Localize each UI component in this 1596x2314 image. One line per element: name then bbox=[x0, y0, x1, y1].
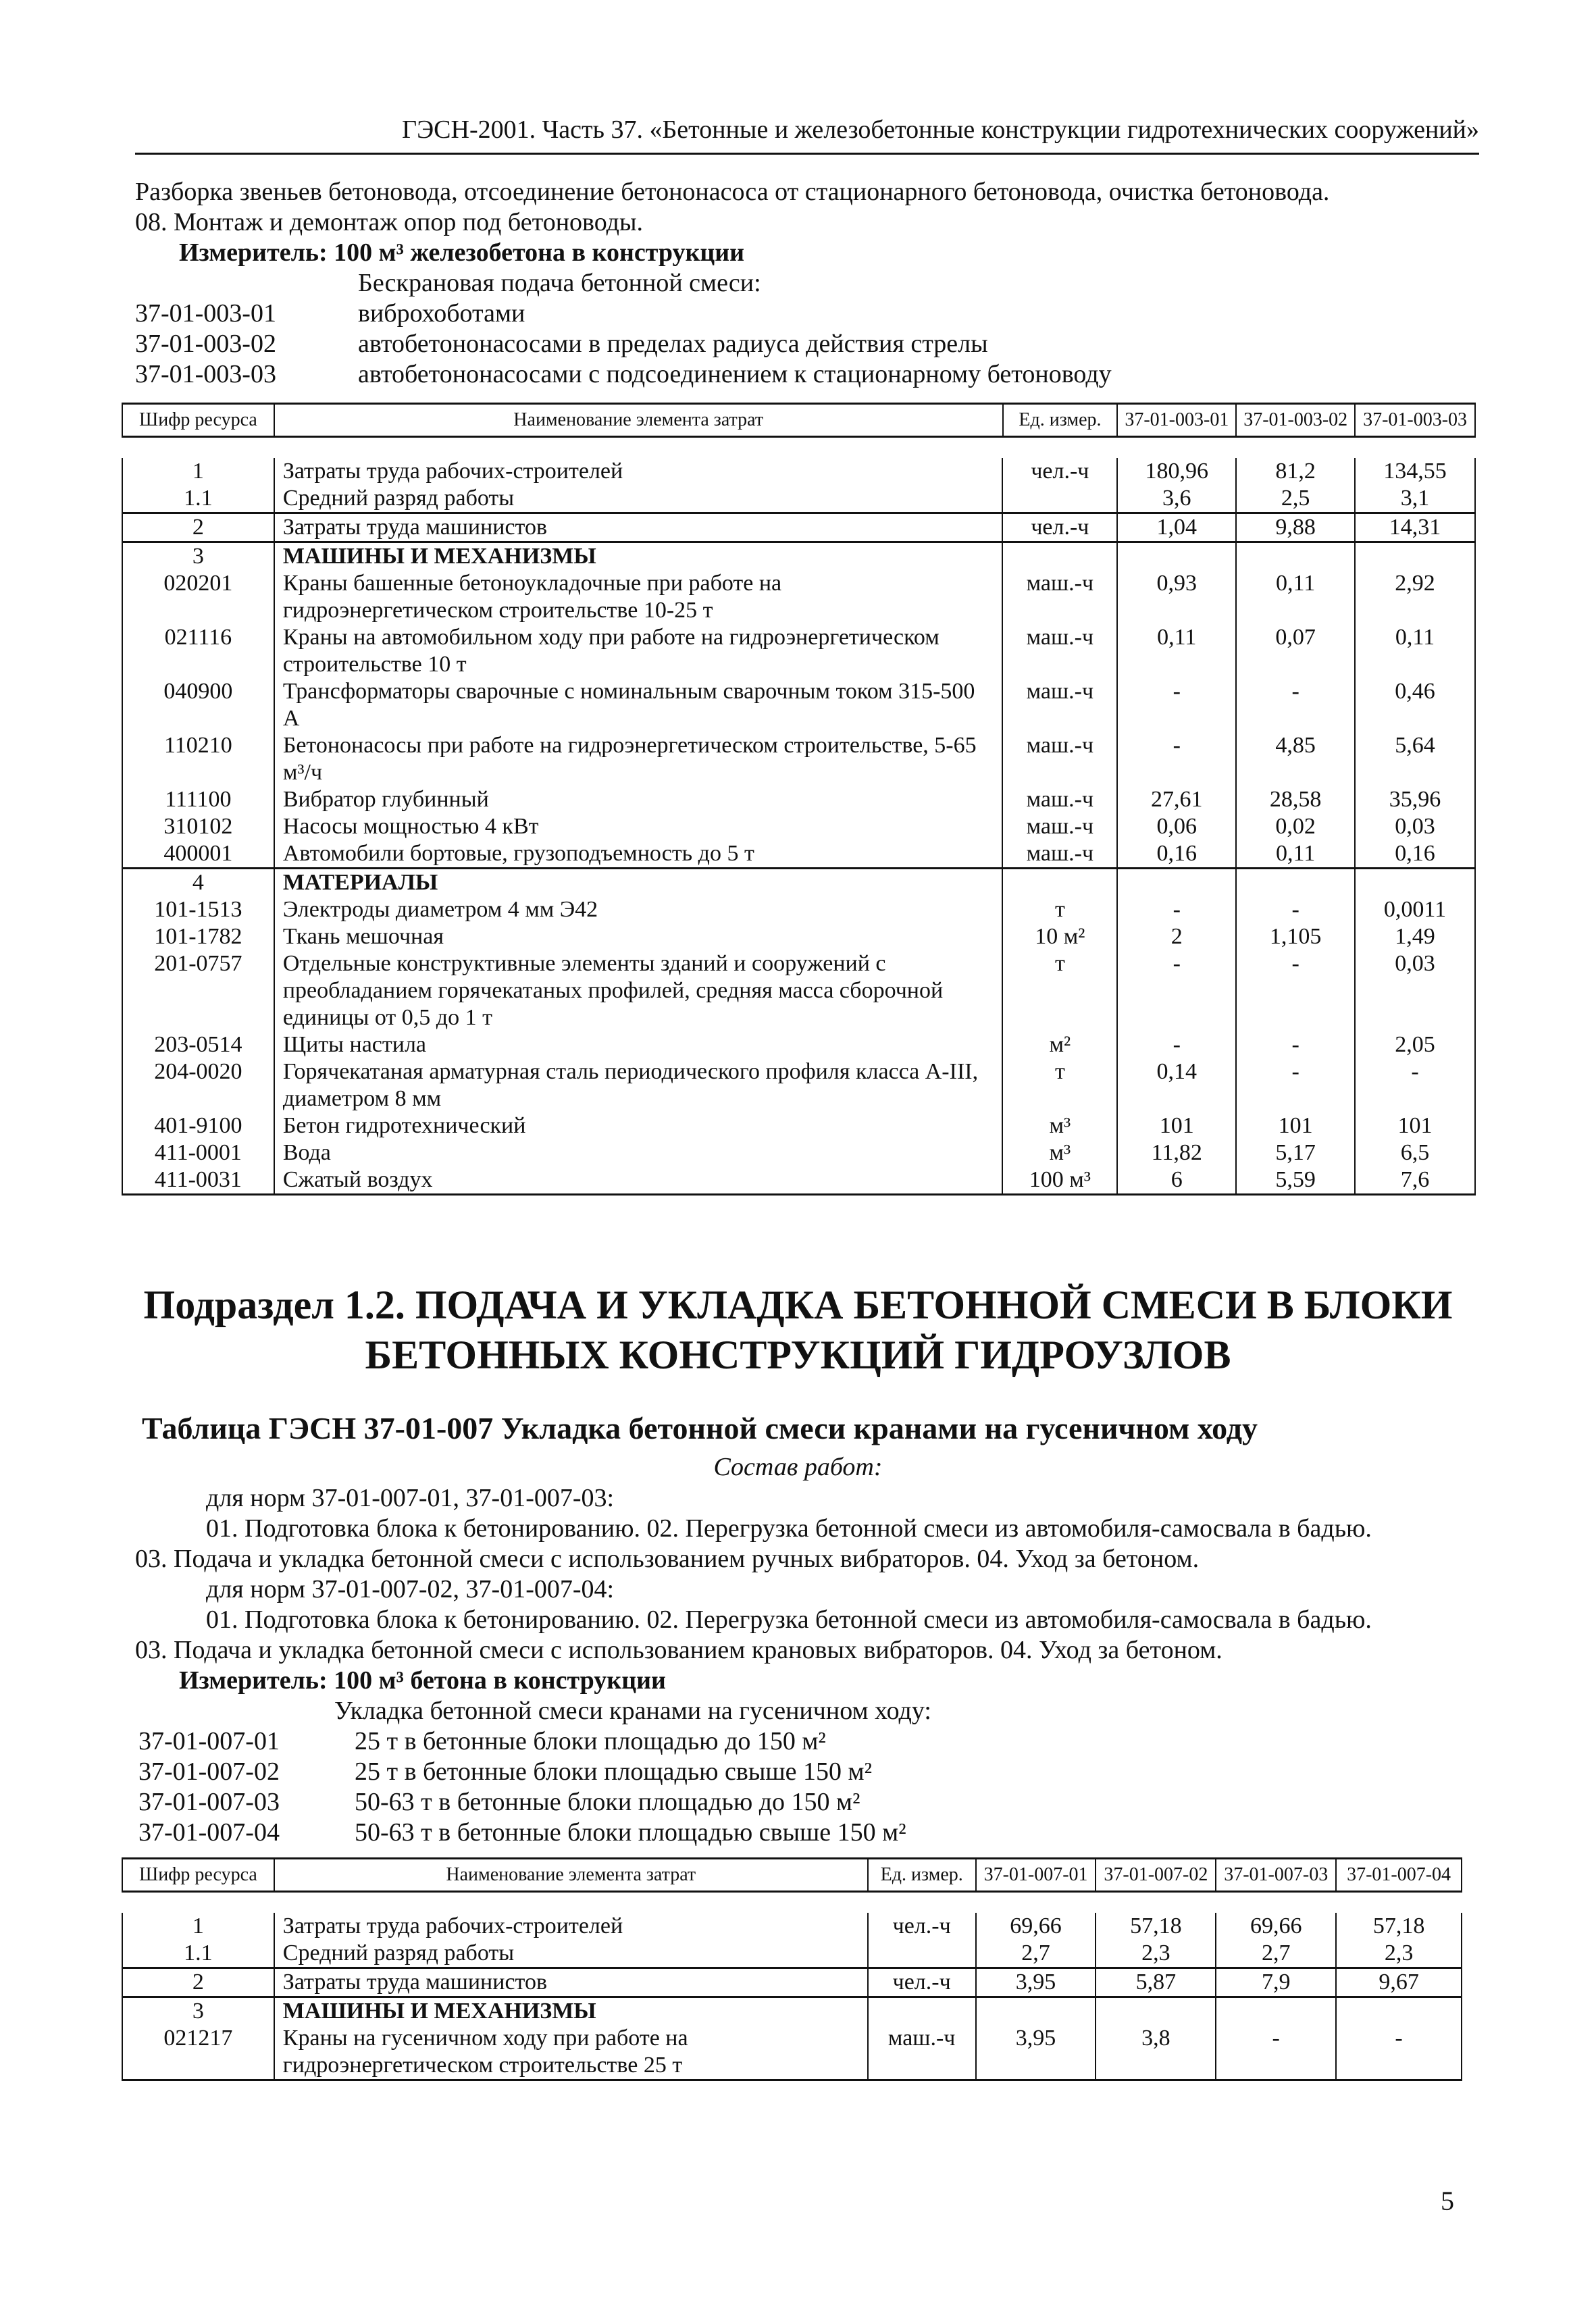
norm-value: 9,88 bbox=[1236, 513, 1355, 542]
norm-value: - bbox=[1236, 1031, 1355, 1058]
section-title-line-1: Подраздел 1.2. ПОДАЧА И УКЛАДКА БЕТОННОЙ СМЕСИ В БЛОКИ bbox=[143, 1283, 1453, 1327]
norm-value: 0,02 bbox=[1236, 813, 1355, 840]
norm-value: - bbox=[1117, 732, 1236, 786]
resource-code: 1 bbox=[122, 1913, 274, 1940]
norm-value: 69,66 bbox=[1216, 1913, 1336, 1940]
resource-code: 021116 bbox=[122, 624, 274, 678]
table-row bbox=[122, 1968, 1462, 1997]
norm-value: 9,67 bbox=[1336, 1968, 1462, 1997]
running-header: ГЭСН-2001. Часть 37. «Бетонные и железобетонные конструкции гидротехнических сооружений» bbox=[135, 115, 1479, 155]
col-header-norm: 37-01-003-01 bbox=[1117, 404, 1236, 437]
norm-value: - bbox=[1355, 1058, 1475, 1112]
norm-value: - bbox=[1117, 678, 1236, 732]
table-row bbox=[122, 1112, 1475, 1139]
intro-line-2: 08. Монтаж и демонтаж опор под бетоноводы. bbox=[135, 208, 643, 236]
norm-value: 0,06 bbox=[1117, 813, 1236, 840]
cost-element-name: Отдельные конструктивные элементы зданий и сооружений с преобладанием горячекатаных профилей, средняя масса сборочной единицы от 0,5 до 1 т bbox=[274, 950, 1003, 1031]
norm-text: 25 т в бетонные блоки площадью свыше 150 м² bbox=[355, 1757, 872, 1786]
table-row bbox=[122, 840, 1475, 869]
resource-table-1 bbox=[122, 403, 1476, 438]
col-header-code: Шифр ресурса bbox=[122, 404, 274, 437]
col-header-norm: 37-01-003-02 bbox=[1236, 404, 1355, 437]
norm-value: - bbox=[1117, 896, 1236, 923]
cost-element-name: Электроды диаметром 4 мм Э42 bbox=[274, 896, 1003, 923]
norm-value: 7,6 bbox=[1355, 1166, 1475, 1195]
norm-value: 2,5 bbox=[1236, 485, 1355, 513]
composition-b-line-2: 03. Подача и укладка бетонной смеси с использованием крановых вибраторов. 04. Уход за бетоном. bbox=[135, 1636, 1222, 1664]
cost-element-name: Средний разряд работы bbox=[274, 485, 1003, 513]
norms-subtitle-2: Укладка бетонной смеси кранами на гусеничном ходу: bbox=[334, 1697, 931, 1725]
col-header-norm: 37-01-007-01 bbox=[976, 1859, 1096, 1892]
unit-of-measure: маш.-ч bbox=[1002, 840, 1117, 869]
table-row bbox=[122, 542, 1475, 571]
norm-value bbox=[1336, 1997, 1462, 2026]
norm-value: 0,16 bbox=[1117, 840, 1236, 869]
col-header-name: Наименование элемента затрат bbox=[274, 404, 1003, 437]
resource-code: 1 bbox=[122, 458, 274, 485]
cost-element-name: Трансформаторы сварочные с номинальным сварочным током 315-500 А bbox=[274, 678, 1003, 732]
norm-value: 2,7 bbox=[976, 1940, 1096, 1968]
table-row bbox=[122, 1139, 1475, 1166]
cost-element-name: Вибратор глубинный bbox=[274, 786, 1003, 813]
norm-value: 2,05 bbox=[1355, 1031, 1475, 1058]
unit-of-measure: чел.-ч bbox=[868, 1968, 976, 1997]
resource-code: 111100 bbox=[122, 786, 274, 813]
resource-code: 3 bbox=[122, 1997, 274, 2026]
resource-code: 401-9100 bbox=[122, 1112, 274, 1139]
norm-value: 0,14 bbox=[1117, 1058, 1236, 1112]
norm-value: 0,16 bbox=[1355, 840, 1475, 869]
table-row bbox=[122, 485, 1475, 513]
norm-value: 1,04 bbox=[1117, 513, 1236, 542]
norm-value: 2 bbox=[1117, 923, 1236, 950]
unit-of-measure: м² bbox=[1002, 1031, 1117, 1058]
unit-of-measure: м³ bbox=[1002, 1112, 1117, 1139]
norm-value: 0,07 bbox=[1236, 624, 1355, 678]
norm-value: 0,11 bbox=[1117, 624, 1236, 678]
cost-element-name: Ткань мешочная bbox=[274, 923, 1003, 950]
norm-value: 0,11 bbox=[1236, 570, 1355, 624]
cost-element-name: МАШИНЫ И МЕХАНИЗМЫ bbox=[274, 542, 1003, 571]
unit-of-measure bbox=[868, 1997, 976, 2026]
unit-of-measure: маш.-ч bbox=[1002, 786, 1117, 813]
norm-value: 2,3 bbox=[1096, 1940, 1216, 1968]
norm-value: 6 bbox=[1117, 1166, 1236, 1195]
col-header-norm: 37-01-003-03 bbox=[1355, 404, 1475, 437]
norm-code: 37-01-007-03 bbox=[138, 1788, 280, 1816]
norm-text: 50-63 т в бетонные блоки площадью до 150 м² bbox=[355, 1788, 860, 1816]
unit-of-measure: м³ bbox=[1002, 1139, 1117, 1166]
unit-of-measure: т bbox=[1002, 1058, 1117, 1112]
cost-element-name: Щиты настила bbox=[274, 1031, 1003, 1058]
norm-value: - bbox=[1236, 1058, 1355, 1112]
table-row bbox=[122, 1913, 1462, 1940]
norm-value: 0,11 bbox=[1236, 840, 1355, 869]
cost-element-name: Автомобили бортовые, грузоподъемность до 5 т bbox=[274, 840, 1003, 869]
unit-of-measure: маш.-ч bbox=[1002, 813, 1117, 840]
cost-element-name: Сжатый воздух bbox=[274, 1166, 1003, 1195]
norm-code: 37-01-007-01 bbox=[138, 1727, 280, 1755]
norm-value: 3,8 bbox=[1096, 2025, 1216, 2080]
norm-value: 81,2 bbox=[1236, 458, 1355, 485]
section-title-line-2: БЕТОННЫХ КОНСТРУКЦИЙ ГИДРОУЗЛОВ bbox=[365, 1333, 1231, 1377]
norm-value: 5,87 bbox=[1096, 1968, 1216, 1997]
cost-element-name: Краны на гусеничном ходу при работе на гидроэнергетическом строительстве 25 т bbox=[274, 2025, 868, 2080]
cost-element-name: Краны на автомобильном ходу при работе на гидроэнергетическом строительстве 10 т bbox=[274, 624, 1003, 678]
norm-value bbox=[1236, 542, 1355, 571]
norm-value: 180,96 bbox=[1117, 458, 1236, 485]
norm-value: 3,1 bbox=[1355, 485, 1475, 513]
norm-value: 57,18 bbox=[1096, 1913, 1216, 1940]
col-header-norm: 37-01-007-03 bbox=[1216, 1859, 1336, 1892]
cost-element-name: Бетон гидротехнический bbox=[274, 1112, 1003, 1139]
norm-value: - bbox=[1336, 2025, 1462, 2080]
unit-of-measure: 100 м³ bbox=[1002, 1166, 1117, 1195]
resource-code: 411-0031 bbox=[122, 1166, 274, 1195]
cost-element-name: Бетононасосы при работе на гидроэнергетическом строительстве, 5-65 м³/ч bbox=[274, 732, 1003, 786]
resource-code: 101-1782 bbox=[122, 923, 274, 950]
resource-code: 2 bbox=[122, 1968, 274, 1997]
unit-of-measure: т bbox=[1002, 950, 1117, 1031]
unit-of-measure: маш.-ч bbox=[1002, 732, 1117, 786]
table-row bbox=[122, 1997, 1462, 2026]
norm-code: 37-01-007-02 bbox=[138, 1757, 280, 1786]
norm-value: - bbox=[1236, 678, 1355, 732]
norm-value: 27,61 bbox=[1117, 786, 1236, 813]
table-row bbox=[122, 786, 1475, 813]
norm-value bbox=[976, 1997, 1096, 2026]
norm-text: 25 т в бетонные блоки площадью до 150 м² bbox=[355, 1727, 826, 1755]
resource-code: 1.1 bbox=[122, 485, 274, 513]
cost-element-name: МАТЕРИАЛЫ bbox=[274, 869, 1003, 897]
norm-value bbox=[1117, 542, 1236, 571]
measure-1: Измеритель: 100 м³ железобетона в конструкции bbox=[179, 238, 745, 267]
composition-a-line-1: 01. Подготовка блока к бетонированию. 02. Перегрузка бетонной смеси из автомобиля-самосвала в бадью. bbox=[206, 1514, 1372, 1543]
norm-value: 0,93 bbox=[1117, 570, 1236, 624]
norm-value: 2,3 bbox=[1336, 1940, 1462, 1968]
table-row bbox=[122, 2025, 1462, 2080]
norm-text: автобетононасосами с подсоединением к стационарному бетоноводу bbox=[358, 360, 1112, 388]
col-header-unit: Ед. измер. bbox=[868, 1859, 976, 1892]
col-header-unit: Ед. измер. bbox=[1003, 404, 1118, 437]
resource-code: 021217 bbox=[122, 2025, 274, 2080]
norm-value: - bbox=[1236, 896, 1355, 923]
norm-value: 134,55 bbox=[1355, 458, 1475, 485]
norm-value: 1,49 bbox=[1355, 923, 1475, 950]
col-header-norm: 37-01-007-02 bbox=[1096, 1859, 1216, 1892]
unit-of-measure: т bbox=[1002, 896, 1117, 923]
norm-text: виброхоботами bbox=[358, 299, 525, 328]
resource-code: 3 bbox=[122, 542, 274, 571]
norm-value: - bbox=[1117, 950, 1236, 1031]
norm-value: 1,105 bbox=[1236, 923, 1355, 950]
resource-code: 1.1 bbox=[122, 1940, 274, 1968]
norm-text: автобетононасосами в пределах радиуса действия стрелы bbox=[358, 330, 988, 358]
unit-of-measure bbox=[1002, 869, 1117, 897]
composition-b-line-1: 01. Подготовка блока к бетонированию. 02. Перегрузка бетонной смеси из автомобиля-самосвала в бадью. bbox=[206, 1605, 1372, 1634]
norm-value: 5,59 bbox=[1236, 1166, 1355, 1195]
norm-value: 0,46 bbox=[1355, 678, 1475, 732]
resource-table-2 bbox=[122, 1857, 1462, 1893]
table-2-title: Таблица ГЭСН 37-01-007 Укладка бетонной смеси кранами на гусеничном ходу bbox=[142, 1411, 1258, 1445]
unit-of-measure: чел.-ч bbox=[868, 1913, 976, 1940]
norm-code: 37-01-003-02 bbox=[135, 330, 276, 358]
table-row bbox=[122, 923, 1475, 950]
norm-value: 2,7 bbox=[1216, 1940, 1336, 1968]
intro-line-1: Разборка звеньев бетоновода, отсоединение бетононасоса от стационарного бетоновода, очистка бетоновода. bbox=[135, 178, 1330, 206]
table-row bbox=[122, 869, 1475, 897]
norm-value bbox=[1096, 1997, 1216, 2026]
norm-value: 69,66 bbox=[976, 1913, 1096, 1940]
cost-element-name: Затраты труда машинистов bbox=[274, 513, 1003, 542]
unit-of-measure: чел.-ч bbox=[1002, 513, 1117, 542]
page-number: 5 bbox=[1441, 2186, 1454, 2216]
norm-value: 3,6 bbox=[1117, 485, 1236, 513]
resource-code: 411-0001 bbox=[122, 1139, 274, 1166]
measure-2: Измеритель: 100 м³ бетона в конструкции bbox=[179, 1666, 666, 1695]
col-header-name: Наименование элемента затрат bbox=[274, 1859, 868, 1892]
unit-of-measure: 10 м² bbox=[1002, 923, 1117, 950]
table-row bbox=[122, 813, 1475, 840]
norm-value: 57,18 bbox=[1336, 1913, 1462, 1940]
unit-of-measure: маш.-ч bbox=[1002, 678, 1117, 732]
resource-table-2-body bbox=[122, 1913, 1462, 2081]
composition-norms-b: для норм 37-01-007-02, 37-01-007-04: bbox=[206, 1575, 615, 1603]
norm-value: 11,82 bbox=[1117, 1139, 1236, 1166]
resource-code: 203-0514 bbox=[122, 1031, 274, 1058]
resource-table-1-body bbox=[122, 458, 1476, 1195]
norm-value: 2,92 bbox=[1355, 570, 1475, 624]
norm-value: 4,85 bbox=[1236, 732, 1355, 786]
cost-element-name: Краны башенные бетоноукладочные при работе на гидроэнергетическом строительстве 10-25 т bbox=[274, 570, 1003, 624]
cost-element-name: Средний разряд работы bbox=[274, 1940, 868, 1968]
norm-text: 50-63 т в бетонные блоки площадью свыше 150 м² bbox=[355, 1818, 906, 1847]
col-header-norm: 37-01-007-04 bbox=[1336, 1859, 1462, 1892]
norm-value bbox=[1117, 869, 1236, 897]
resource-code: 201-0757 bbox=[122, 950, 274, 1031]
unit-of-measure: маш.-ч bbox=[1002, 624, 1117, 678]
unit-of-measure: чел.-ч bbox=[1002, 458, 1117, 485]
table-row bbox=[122, 678, 1475, 732]
resource-code: 400001 bbox=[122, 840, 274, 869]
cost-element-name: Затраты труда рабочих-строителей bbox=[274, 1913, 868, 1940]
unit-of-measure bbox=[868, 1940, 976, 1968]
norm-value: 3,95 bbox=[976, 1968, 1096, 1997]
resource-code: 204-0020 bbox=[122, 1058, 274, 1112]
resource-code: 020201 bbox=[122, 570, 274, 624]
norm-value: 6,5 bbox=[1355, 1139, 1475, 1166]
table-row bbox=[122, 896, 1475, 923]
norm-value: 7,9 bbox=[1216, 1968, 1336, 1997]
table-row bbox=[122, 624, 1475, 678]
norm-value: - bbox=[1216, 2025, 1336, 2080]
cost-element-name: МАШИНЫ И МЕХАНИЗМЫ bbox=[274, 1997, 868, 2026]
table-row bbox=[122, 1940, 1462, 1968]
cost-element-name: Вода bbox=[274, 1139, 1003, 1166]
norm-value: 35,96 bbox=[1355, 786, 1475, 813]
norm-value: 0,03 bbox=[1355, 813, 1475, 840]
norm-code: 37-01-003-01 bbox=[135, 299, 276, 328]
norm-value: - bbox=[1117, 1031, 1236, 1058]
norm-value: - bbox=[1236, 950, 1355, 1031]
resource-code: 310102 bbox=[122, 813, 274, 840]
table-row bbox=[122, 1058, 1475, 1112]
norm-value: 28,58 bbox=[1236, 786, 1355, 813]
composition-label: Состав работ: bbox=[713, 1453, 883, 1481]
norms-subtitle-1: Бескрановая подача бетонной смеси: bbox=[358, 269, 761, 297]
norm-value: 0,11 bbox=[1355, 624, 1475, 678]
norm-value: 0,0011 bbox=[1355, 896, 1475, 923]
cost-element-name: Затраты труда машинистов bbox=[274, 1968, 868, 1997]
norm-value bbox=[1216, 1997, 1336, 2026]
unit-of-measure: маш.-ч bbox=[1002, 570, 1117, 624]
table-row bbox=[122, 1166, 1475, 1195]
norm-value: 101 bbox=[1355, 1112, 1475, 1139]
composition-norms-a: для норм 37-01-007-01, 37-01-007-03: bbox=[206, 1484, 615, 1512]
composition-a-line-2: 03. Подача и укладка бетонной смеси с использованием ручных вибраторов. 04. Уход за бетоном. bbox=[135, 1545, 1200, 1573]
table-row bbox=[122, 513, 1475, 542]
norm-value: 3,95 bbox=[976, 2025, 1096, 2080]
norm-value bbox=[1236, 869, 1355, 897]
table-header-row bbox=[122, 404, 1475, 437]
cost-element-name: Насосы мощностью 4 кВт bbox=[274, 813, 1003, 840]
norm-value: 101 bbox=[1236, 1112, 1355, 1139]
norm-value: 101 bbox=[1117, 1112, 1236, 1139]
unit-of-measure bbox=[1002, 485, 1117, 513]
table-row bbox=[122, 570, 1475, 624]
table-row bbox=[122, 458, 1475, 485]
norm-value bbox=[1355, 542, 1475, 571]
norm-value: 5,64 bbox=[1355, 732, 1475, 786]
resource-code: 2 bbox=[122, 513, 274, 542]
norm-value: 5,17 bbox=[1236, 1139, 1355, 1166]
norm-code: 37-01-003-03 bbox=[135, 360, 276, 388]
norm-code: 37-01-007-04 bbox=[138, 1818, 280, 1847]
table-row bbox=[122, 950, 1475, 1031]
resource-code: 110210 bbox=[122, 732, 274, 786]
norm-value: 14,31 bbox=[1355, 513, 1475, 542]
unit-of-measure: маш.-ч bbox=[868, 2025, 976, 2080]
norm-value bbox=[1355, 869, 1475, 897]
cost-element-name: Затраты труда рабочих-строителей bbox=[274, 458, 1003, 485]
table-row bbox=[122, 1031, 1475, 1058]
cost-element-name: Горячекатаная арматурная сталь периодического профиля класса А-III, диаметром 8 мм bbox=[274, 1058, 1003, 1112]
resource-code: 101-1513 bbox=[122, 896, 274, 923]
unit-of-measure bbox=[1002, 542, 1117, 571]
table-row bbox=[122, 732, 1475, 786]
col-header-code: Шифр ресурса bbox=[122, 1859, 274, 1892]
resource-code: 040900 bbox=[122, 678, 274, 732]
resource-code: 4 bbox=[122, 869, 274, 897]
table-header-row bbox=[122, 1859, 1462, 1892]
norm-value: 0,03 bbox=[1355, 950, 1475, 1031]
